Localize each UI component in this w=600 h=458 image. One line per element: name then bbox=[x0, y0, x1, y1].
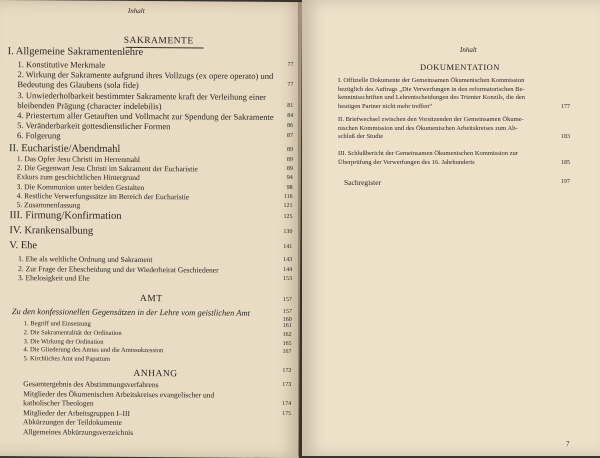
toc-entry: 1. Ehe als weltliche Ordnung und Sakrament bbox=[18, 254, 153, 265]
chapter-heading: I. Allgemeine Sakramentenlehre bbox=[7, 46, 144, 59]
page-number: 81 bbox=[287, 102, 294, 109]
right-page bbox=[302, 0, 600, 456]
toc-entry: 1. Das Opfer Jesu Christi im Herrenmahl bbox=[16, 154, 141, 165]
toc-entry: 3. Die Wirkung der Ordination bbox=[23, 337, 104, 346]
toc-entry: Mitglieder des Ökumenischen Arbeitskreises evangelischer und bbox=[23, 388, 215, 400]
page-number: 175 bbox=[282, 410, 292, 417]
page-number: 144 bbox=[283, 266, 293, 273]
toc-entry: 2. Zur Frage der Ehescheidung und der Wiederheirat Geschiedener bbox=[18, 263, 219, 275]
page-number: 197 bbox=[561, 179, 570, 185]
section-title-dokumentation: DOKUMENTATION bbox=[420, 62, 500, 72]
toc-entry: 2. Die Sakramentalität der Ordination bbox=[23, 328, 122, 337]
section-title-sakramente: SAKRAMENTE bbox=[123, 35, 194, 47]
chapter-heading: V. Ehe bbox=[9, 240, 38, 252]
toc-entry: Abkürzungen der Teildokumente bbox=[23, 417, 122, 428]
page-number: 177 bbox=[561, 103, 570, 110]
toc-entry: 3. Die Kommunion unter beiden Gestalten bbox=[16, 181, 145, 192]
page-number: 161 bbox=[282, 323, 292, 330]
toc-entry: 4. Priestertum aller Getauften und Vollmacht zur Spendung der Sakramente bbox=[17, 110, 274, 122]
toc-entry: bleibenden Prägung (character indelebilis) bbox=[17, 99, 162, 111]
toc-entry: 3. Unwiederholbarkeit bestimmter Sakramente kraft der Verleihung einer bbox=[17, 89, 266, 102]
page-number: 77 bbox=[287, 82, 294, 89]
page-number: 167 bbox=[282, 349, 292, 356]
page-number: 173 bbox=[282, 382, 292, 389]
toc-entry: 5. Veränderbarkeit gottesdienstlicher Formen bbox=[17, 120, 171, 132]
page-number: 130 bbox=[283, 229, 293, 236]
page-number: 84 bbox=[287, 113, 294, 120]
doc-entry-line: schluß der Studie bbox=[338, 133, 384, 141]
toc-entry: 4. Restliche Verwerfungssätze im Bereich der Eucharistie bbox=[16, 190, 190, 202]
page-number: 121 bbox=[283, 203, 293, 210]
doc-entry-line: kenntnisschriften und Lehrentscheidungen des Trienter Konzils, die den bbox=[338, 94, 526, 102]
toc-entry: 1. Konstitutive Merkmale bbox=[17, 59, 106, 70]
page-number: 162 bbox=[282, 331, 292, 338]
toc-entry: 5. Kirchliches Amt und Papsttum bbox=[23, 355, 111, 363]
page-number: 143 bbox=[283, 257, 293, 264]
toc-entry: 4. Die Gliederung des Amtes und die Amtssukzession bbox=[23, 346, 164, 355]
doc-entry-line: nischen Kommission und des Ökumenischen Arbeitskreises zum Ab- bbox=[338, 124, 518, 132]
page-number: 94 bbox=[286, 175, 293, 182]
toc-entry: 2. Die Gegenwart Jesu Christi im Sakrament der Eucharistie bbox=[16, 163, 198, 174]
toc-entry: Mitglieder der Arbeitsgruppen I–III bbox=[23, 407, 130, 418]
page-number: 87 bbox=[287, 133, 294, 140]
doc-entry-line: bezüglich des Auftrags „Die Verwerfungen in den reformatorischen Be- bbox=[338, 85, 525, 93]
toc-entry: 2. Wirkung der Sakramente aufgrund ihres Vollzugs (ex opere operato) und bbox=[17, 69, 274, 82]
toc-entry: 3. Ehelosigkeit und Ehe bbox=[18, 273, 90, 283]
page-number: 157 bbox=[282, 297, 292, 304]
chapter-heading: IV. Krankensalbung bbox=[9, 225, 94, 237]
doc-entry-line: Überprüfung der Verwerfungen des 16. Jahrhunderts bbox=[338, 158, 475, 166]
toc-entry: katholischer Theologen bbox=[23, 398, 94, 408]
section-title-amt: AMT bbox=[139, 294, 163, 305]
doc-entry-line: heutigen Partner nicht mehr treffen“ bbox=[338, 102, 433, 110]
running-header: Inhalt bbox=[127, 6, 145, 16]
page-number: 174 bbox=[282, 401, 292, 408]
toc-entry: 1. Begriff und Einsetzung bbox=[23, 320, 91, 328]
page-number: 98 bbox=[286, 184, 293, 191]
page-number: 86 bbox=[287, 123, 294, 130]
running-header: Inhalt bbox=[460, 46, 477, 54]
page-number: 160 bbox=[282, 317, 292, 324]
entry-sachregister: Sachregister bbox=[344, 178, 382, 187]
page-number: 185 bbox=[561, 159, 570, 166]
page-number: 157 bbox=[282, 309, 292, 316]
doc-entry-line: I. Offizielle Dokumente der Gemeinsamen Ökumenischen Kommission bbox=[338, 77, 525, 84]
chapter-heading: III. Firmung/Konfirmation bbox=[9, 210, 122, 222]
page-number: 89 bbox=[286, 166, 293, 173]
chapter-heading: II. Eucharistie/Abendmahl bbox=[8, 143, 121, 155]
toc-entry: Exkurs zum geschichtlichen Hintergrund bbox=[16, 172, 140, 183]
page-number: 183 bbox=[561, 134, 570, 141]
doc-entry-line: III. Schlußbericht der Gemeinsamen Ökumenischen Kommission zur bbox=[338, 150, 518, 157]
page-number: 89 bbox=[286, 147, 293, 154]
toc-entry: 5. Zusammenfassung bbox=[16, 200, 81, 210]
toc-entry: Allgemeines Abkürzungsverzeichnis bbox=[22, 427, 134, 437]
doc-entry-line: II. Briefwechsel zwischen den Vorsitzenden der Gemeinsamen Ökume- bbox=[338, 116, 524, 123]
page-number: 172 bbox=[282, 368, 292, 375]
amt-subtitle: Zu den konfessionellen Gegensätzen in der Lehre vom geistlichen Amt bbox=[11, 306, 251, 318]
page-number: 89 bbox=[286, 157, 293, 164]
page-number: 116 bbox=[283, 193, 293, 200]
page-number: 77 bbox=[287, 62, 294, 69]
toc-entry: Gesamtergebnis des Abstimmungsverfahrens bbox=[23, 379, 159, 390]
toc-entry: Bedeutung des Glaubens (sola fide) bbox=[17, 79, 139, 91]
page-number: 125 bbox=[283, 214, 293, 221]
toc-entry: 6. Folgerung bbox=[17, 130, 61, 141]
page-number: 165 bbox=[282, 340, 292, 347]
section-title-anhang: ANHANG bbox=[133, 368, 178, 380]
folio-number: 7 bbox=[566, 440, 570, 448]
page-number: 141 bbox=[283, 244, 293, 251]
page-number: 153 bbox=[283, 276, 293, 283]
